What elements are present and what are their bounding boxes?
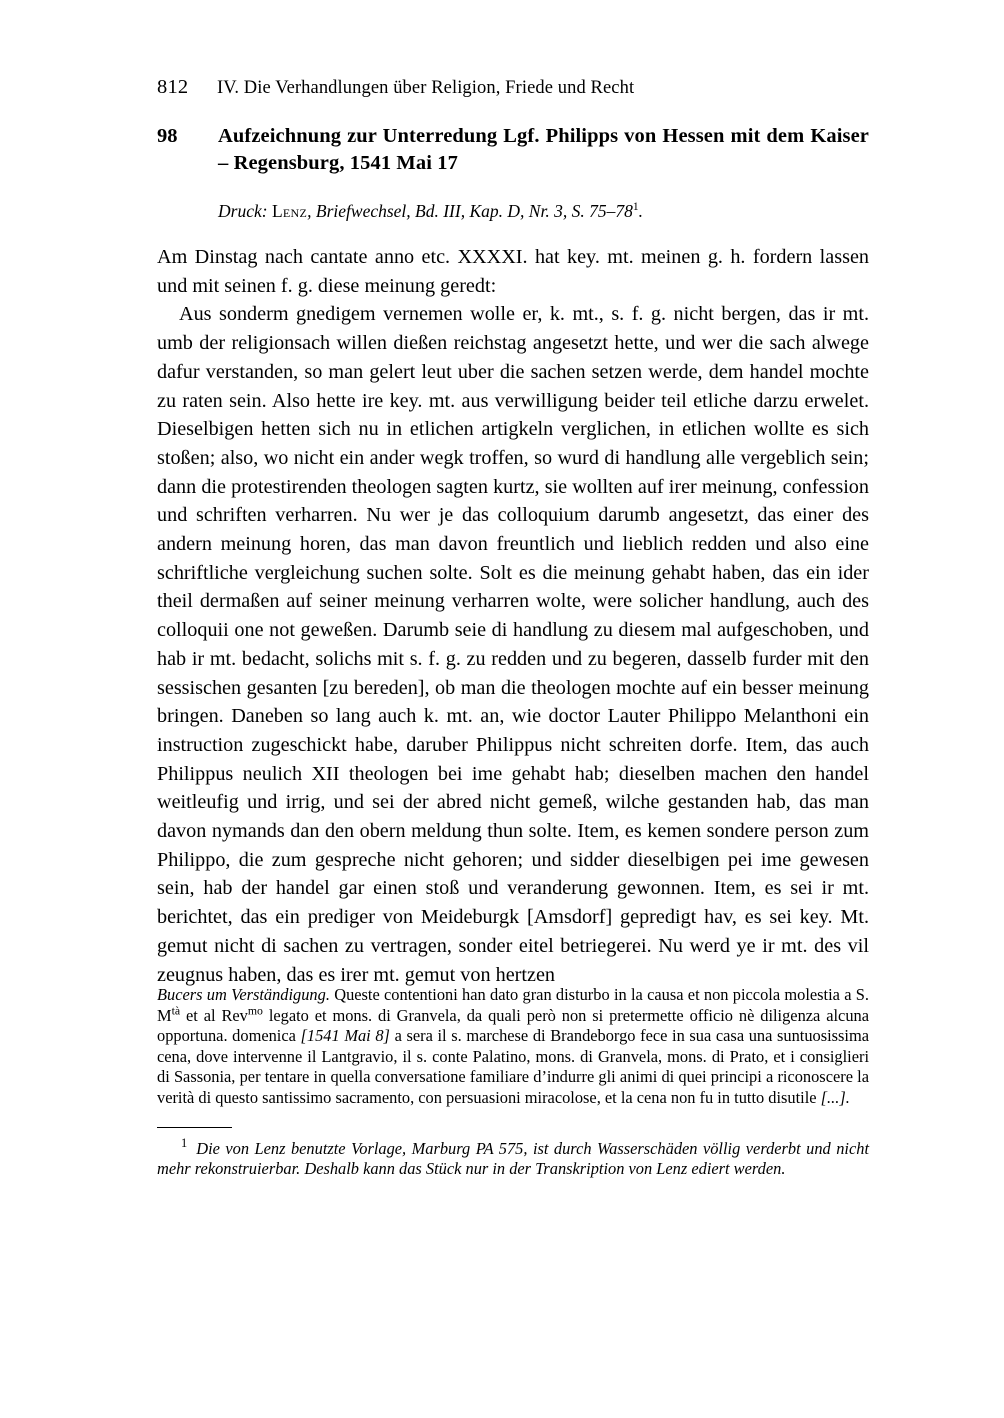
footnote-item-1	[157, 1136, 869, 1180]
source-label: Druck:	[218, 201, 268, 221]
paragraph: Aus sonderm gnedigem vernemen wolle er, k. mt., s. f. g. nicht bergen, das ir mt. umb der religionsach willen dießen reichstag angesetzt hette, und wer die sach alwege dafur verstanden, so man gelert leut uber die sachen setzen werde, dem handel mochte zu raten sein. Also hette ire key. mt. aus verwilligung beider teil etliche darzu erwelet. Dieselbigen hetten sich nu in etlichen artigkeln verglichen, in etlichen wollte es sich stoßen; also, wo nicht ein ander wegk troffen, so wurd di handlung alle vergeblich sein; dann die protestirenden theologen sagten kurtz, sie wollten auf irer meinung, confession und schriften verharren. Nu wer je das colloquium darumb angesetzt, das einer des andern meinung horen, das man davon freuntlich und lieblich redden und also eine schriftliche vergleichung suchen solte. Solt es die meinung gehabt haben, das ein ider theil dermaßen auf seiner meinung verharren wolte, were solicher handlung, auch des colloquii one not geweßen. Darumb seie di handlung zu diesem mal aufgeschoben, und hab ir mt. bedacht, solichs mit s. f. g. zu redden und zu begeren, dasselb furder mit den sessischen gesanten [zu bereden], ob man die theologen mochte auf ein besser meinung bringen. Daneben so lang auch k. mt. an, wie doctor Lauter Philippo Melanthoni ein instruction zugeschickt habe, daruber Philippus nicht schreiten dorfe. Item, das auch Philippus neulich XII theologen bei ime gehabt hab; dieselben machen den handel weitleufig und irrig, und sei der abred nicht gemeß, wilche gestanden hab, das man davon nymands dan den obern meldung thun solte. Item, es kemen sondere person zum Philippo, die zum gespreche nicht gehoren; und sidder dieselbigen pei ime gewesen sein, hab der handel gar einen stoß und veranderung gewonnen. Item, es sei ir mt. berichtet, das ein prediger von Meideburgk [Amsdorf] gepredigt hav, es sei key. Mt. gemut nicht di sachen zu vertragen, sonder eitel betriegerei. Nu werd ye ir mt. des vil zeugnus haben, das es irer mt. gemut von hertzen	[157, 303, 869, 986]
footnote-area	[157, 985, 869, 1180]
source-terminator: .	[638, 201, 643, 221]
footnote-reference-1[interactable]: 1	[632, 201, 639, 214]
source-citation	[218, 199, 869, 223]
footnote-number: 1	[181, 1136, 188, 1151]
footnote-continuation	[157, 985, 869, 1109]
footnote-text-segment: et al Rev	[180, 1005, 248, 1025]
page-number: 812	[157, 76, 189, 98]
document-heading	[157, 123, 869, 177]
abbreviation-superscript-maesta: tà	[171, 1003, 181, 1018]
abbreviation-superscript-reverendissimo: mo	[247, 1003, 263, 1018]
paragraph: Am Dinstag nach cantate anno etc. XXXXI. hat key. mt. meinen g. h. fordern lassen und mit seinen f. g. diese meinung geredt:	[157, 246, 869, 297]
document-number: 98	[157, 125, 178, 147]
body-text	[157, 243, 869, 989]
source-reference: , Briefwechsel, Bd. III, Kap. D, Nr. 3, S. 75–78	[307, 201, 633, 221]
running-head	[157, 0, 869, 99]
footnote-body: Die von Lenz benutzte Vorlage, Marburg PA 575, ist durch Wasserschäden völlig verderbt und nicht mehr rekonstruierbar. Deshalb kann das Stück nur in der Transkription von Lenz ediert werden.	[157, 1138, 869, 1179]
document-title: Aufzeichnung zur Unterredung Lgf. Philipps von Hessen mit dem Kaiser – Regensburg, 1541 Mai 17	[218, 125, 869, 174]
footnote-lead-italic: Bucers um Verständigung.	[157, 985, 330, 1004]
editorial-ellipsis: [...].	[820, 1087, 850, 1107]
footnote-text-segment: a sera il s. marchese di Brandeborgo fece in sua casa una suntuosissima cena, dove intervenne il Lantgravio, il s. conte Palatino, mons. di Granvela, mons. di Prato, et i consiglieri di Sassonia, per tentare in quella conversatione familiare d’indurre gli animi di quei principi a riconoscere la verità di questo santissimo sacramento, con persuasioni miracolose, et la cena non fu in tutto disutile	[157, 1026, 869, 1107]
footnote-separator-rule	[157, 1127, 232, 1128]
footnote-text-segment: legato et mons. di Granvela, da quali però non si pretermette officio nè diligenza alcuna opportuna. domenica	[157, 1005, 869, 1046]
page-content	[157, 0, 869, 1418]
source-author: Lenz	[271, 201, 308, 221]
editorial-date-insertion: [1541 Mai 8]	[300, 1026, 390, 1046]
running-head-title: IV. Die Verhandlungen über Religion, Friede und Recht	[217, 78, 635, 98]
footnote-text-segment: Queste contentioni han dato gran disturbo in la causa et non piccola molestia a S. M	[157, 985, 869, 1025]
